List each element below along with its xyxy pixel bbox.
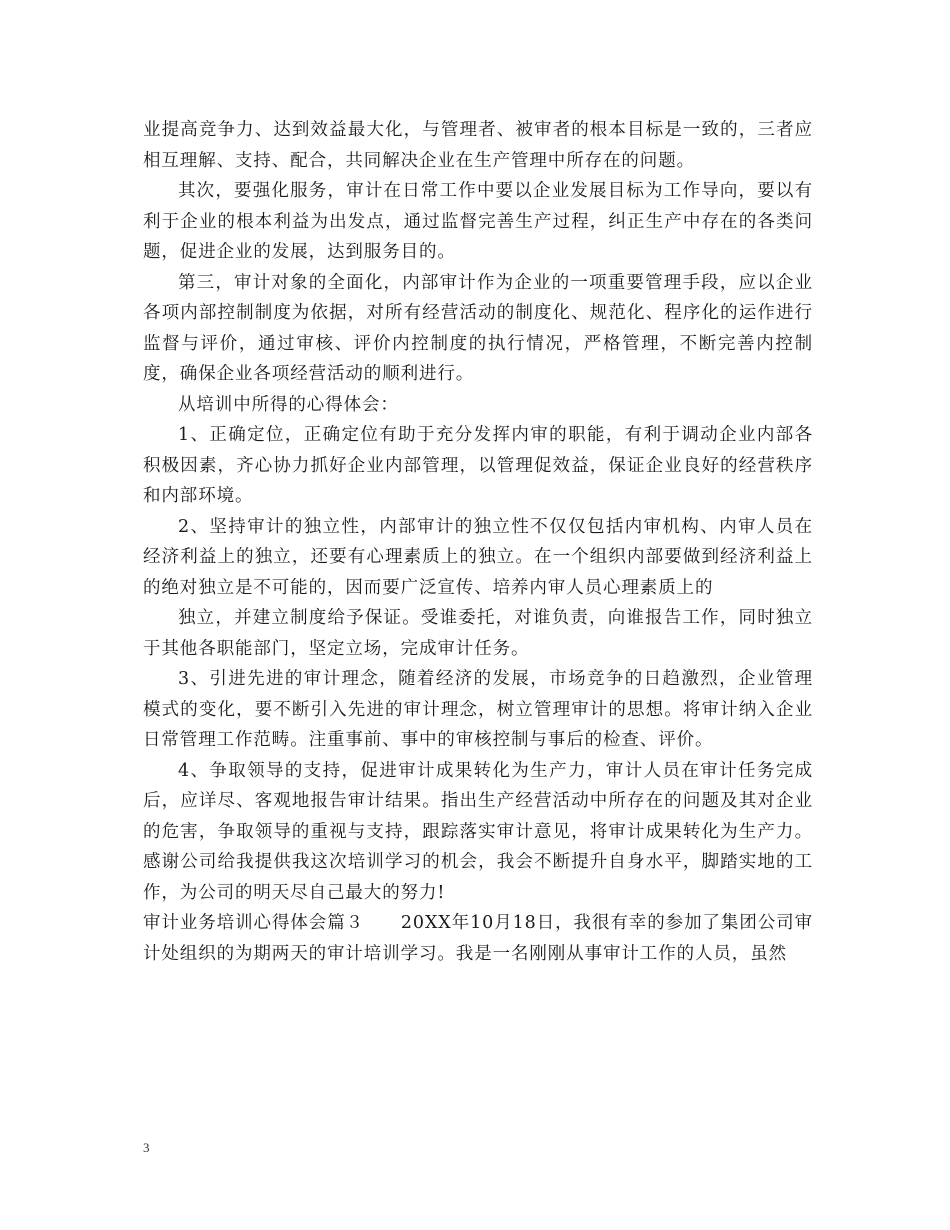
paragraph-10: 审计业务培训心得体会篇３ 20XX年10月18日，我很有幸的参加了集团公司审计处组织的为期两天的审计培训学习。我是一名刚刚从事审计工作的人员，虽然 [143, 913, 813, 964]
paragraph-8: 3、引进先进的审计理念，随着经济的发展，市场竞争的日趋激烈，企业管理模式的变化，要不断引入先进的审计理念，树立管理审计的思想。将审计纳入企业日常管理工作范畴。注重事前、事中的审核控制与事后的检查、评价。 [143, 669, 813, 750]
paragraph-3: 第三，审计对象的全面化，内部审计作为企业的一项重要管理手段，应以企业各项内部控制制度为依据，对所有经营活动的制度化、规范化、程序化的运作进行监督与评价，通过审核、评价内控制度的执行情况，严格管理，不断完善内控制度，确保企业各项经营活动的顺利进行。 [143, 272, 813, 384]
paragraph-4: 从培训中所得的心得体会： [178, 394, 399, 415]
paragraph-1: 业提高竞争力、达到效益最大化，与管理者、被审者的根本目标是一致的，三者应相互理解、支持、配合，共同解决企业在生产管理中所存在的问题。 [143, 120, 813, 171]
body-text [143, 115, 813, 969]
paragraph-6: 2、坚持审计的独立性，内部审计的独立性不仅仅包括内审机构、内审人员在经济利益上的独立，还要有心理素质上的独立。在一个组织内部要做到经济利益上的绝对独立是不可能的，因而要广泛宣传、培养内审人员心理素质上的 [143, 516, 813, 598]
paragraph-2: 其次，要强化服务，审计在日常工作中要以企业发展目标为工作导向，要以有利于企业的根本利益为出发点，通过监督完善生产过程，纠正生产中存在的各类问题，促进企业的发展，达到服务目的。 [143, 181, 813, 262]
paragraph-5: 1、正确定位，正确定位有助于充分发挥内审的职能，有利于调动企业内部各积极因素，齐心协力抓好企业内部管理，以管理促效益，保证企业良好的经营秩序和内部环境。 [143, 425, 813, 506]
page-number: 3 [143, 1140, 150, 1155]
paragraph-9: 4、争取领导的支持，促进审计成果转化为生产力，审计人员在审计任务完成后，应详尽、客观地报告审计结果。指出生产经营活动中所存在的问题及其对企业的危害，争取领导的重视与支持，跟踪落实审计意见，将审计成果转化为生产力。感谢公司给我提供我这次培训学习的机会，我会不断提升自身水平，脚踏实地的工作，为公司的明天尽自己最大的努力! [143, 760, 813, 903]
paragraph-7: 独立，并建立制度给予保证。受谁委托，对谁负责，向谁报告工作，同时独立于其他各职能部门，坚定立场，完成审计任务。 [143, 608, 813, 659]
